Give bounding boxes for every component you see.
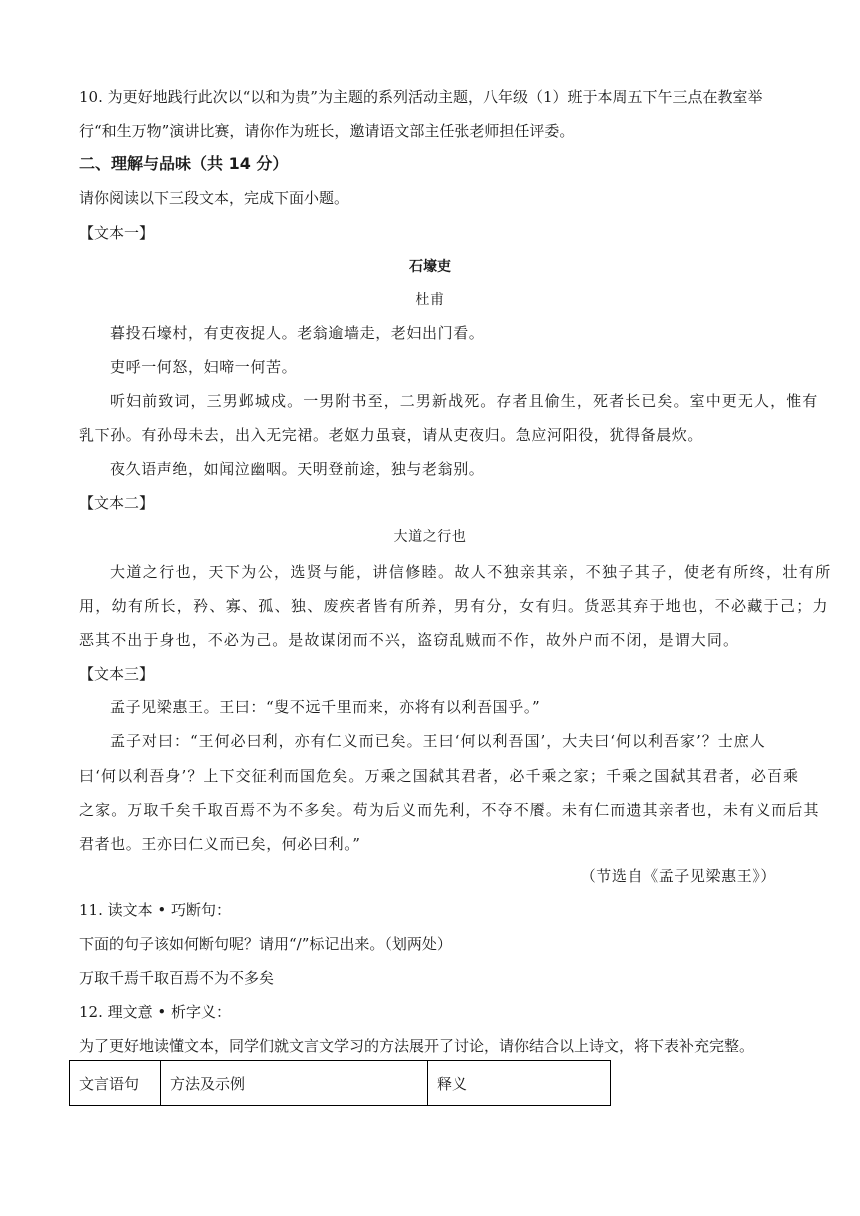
text1-author: 杜甫 <box>415 292 445 308</box>
text1-title: 石壕吏 <box>409 259 451 275</box>
q12-title: 12. 理文意 • 析字义： <box>79 1003 232 1021</box>
q11-title: 11. 读文本 • 巧断句： <box>79 901 232 919</box>
q12-table <box>69 1060 611 1106</box>
text1-line-5: 夜久语声绝，如闻泣幽咽。天明登前途，独与老翁别。 <box>110 460 485 478</box>
text2-line-2: 用，幼有所长，矜、寡、孤、独、废疾者皆有所养，男有分，女有归。货恶其弃于地也，不必藏于己；力 <box>79 597 829 615</box>
text1-label: 【文本一】 <box>79 224 155 242</box>
table-header-method: 方法及示例 <box>161 1061 428 1106</box>
table-header-row <box>70 1061 611 1106</box>
q11-instruction: 下面的句子该如何断句呢？请用“/”标记出来。（划两处） <box>79 935 452 953</box>
q10-line-1: 10. 为更好地践行此次以“以和为贵”为主题的系列活动主题，八年级（1）班于本周五下午三点在教室举 <box>79 88 763 106</box>
table-header-sentence: 文言语句 <box>70 1061 161 1106</box>
q12-instruction: 为了更好地读懂文本，同学们就文言文学习的方法展开了讨论，请你结合以上诗文，将下表补充完整。 <box>79 1037 755 1055</box>
section-intro: 请你阅读以下三段文本，完成下面小题。 <box>79 189 350 207</box>
text2-line-3: 恶其不出于身也，不必为己。是故谋闭而不兴，盗窃乱贼而不作，故外户而不闭，是谓大同。 <box>79 631 740 649</box>
text3-source: （节选自《孟子见梁惠王》） <box>580 867 776 885</box>
q11-sentence: 万取千焉千取百焉不为不多矣 <box>79 969 275 987</box>
text1-line-2: 吏呼一何怒，妇啼一何苦。 <box>110 358 298 376</box>
q10-line-2: 行“和生万物”演讲比赛，请你作为班长，邀请语文部主任张老师担任评委。 <box>79 122 575 140</box>
text3-line-3: 曰‘何以利吾身’？上下交征利而国危矣。万乘之国弑其君者，必千乘之家；千乘之国弑其君者，必百乘 <box>79 767 800 785</box>
text3-line-4: 之家。万取千矣千取百焉不为不多矣。苟为后义而先利，不夺不餍。未有仁而遗其亲者也，未有义而后其 <box>79 801 820 819</box>
text1-line-1: 暮投石壕村，有吏夜捉人。老翁逾墙走，老妇出门看。 <box>110 324 485 342</box>
text3-line-2: 孟子对曰：“王何必曰利，亦有仁义而已矣。王曰‘何以利吾国’，大夫曰‘何以利吾家’？士庶人 <box>110 732 766 750</box>
text3-line-1: 孟子见梁惠王。王曰：“叟不远千里而来，亦将有以利吾国乎。” <box>110 698 541 716</box>
text1-line-4: 乳下孙。有孙母未去，出入无完裙。老妪力虽衰，请从吏夜归。急应河阳役，犹得备晨炊。 <box>79 426 704 444</box>
text2-title: 大道之行也 <box>393 529 467 545</box>
text2-line-1: 大道之行也，天下为公，选贤与能，讲信修睦。故人不独亲其亲，不独子其子，使老有所终，壮有所 <box>110 563 832 581</box>
text3-line-5: 君者也。王亦曰仁义而已矣，何必曰利。” <box>79 835 361 853</box>
text1-line-3: 听妇前致词，三男邺城戍。一男附书至，二男新战死。存者且偷生，死者长已矣。室中更无人，惟有 <box>110 392 819 410</box>
text3-label: 【文本三】 <box>79 665 155 683</box>
text2-label: 【文本二】 <box>79 494 155 512</box>
table-header-meaning: 释义 <box>428 1061 611 1106</box>
section-heading: 二、理解与品味（共 14 分） <box>79 154 289 173</box>
